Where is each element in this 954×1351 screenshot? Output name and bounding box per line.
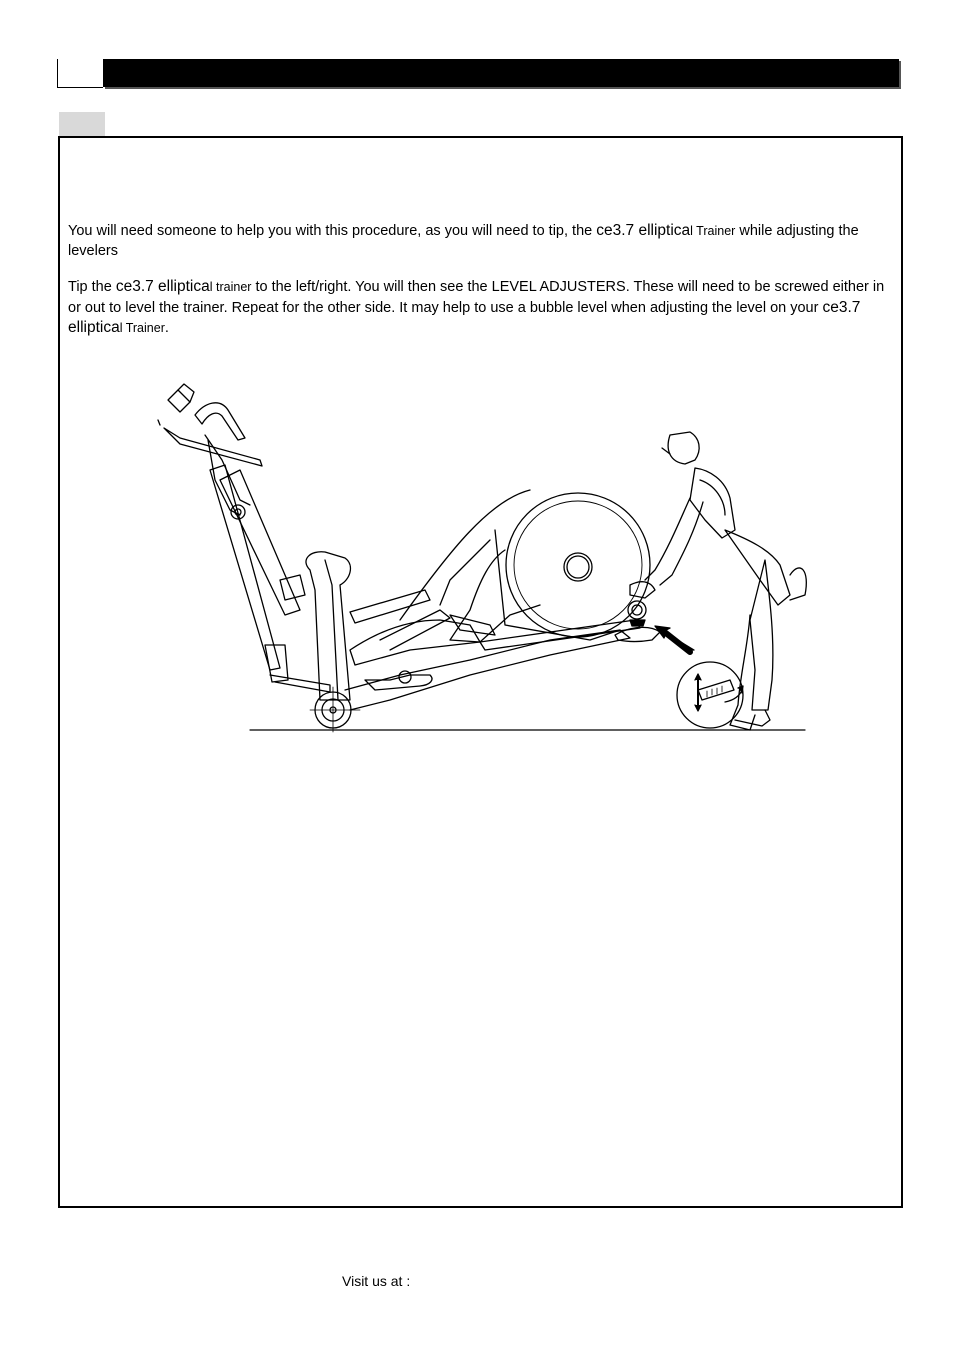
front-column (280, 552, 360, 732)
flywheel-housing (400, 490, 650, 642)
instruction-paragraph-1: You will need someone to help you with this procedure, as you will need to tip, the ce3.7 elliptical Trainer while adjusting the levelers (68, 222, 859, 259)
pointer-arrow-icon (655, 626, 694, 652)
footer-visit-label: Visit us at : (342, 1273, 411, 1289)
elliptical-tip-illustration (150, 380, 810, 740)
section-tab (59, 112, 105, 136)
header-bar (103, 59, 899, 87)
helper-figure (630, 432, 806, 730)
leveler-detail-icon (677, 662, 743, 728)
instruction-paragraph-2: Tip the ce3.7 elliptical trainer to the left/right. You will then see the LEVEL ADJUSTERS. These will need to be screwed either in or out to level the trainer. Repeat for the other side. It may help to use a bubble level when adjusting the level on your ce3.7 elliptical Trainer. (68, 278, 885, 336)
handlebar-icon (158, 384, 262, 515)
header-left-box (57, 59, 103, 88)
